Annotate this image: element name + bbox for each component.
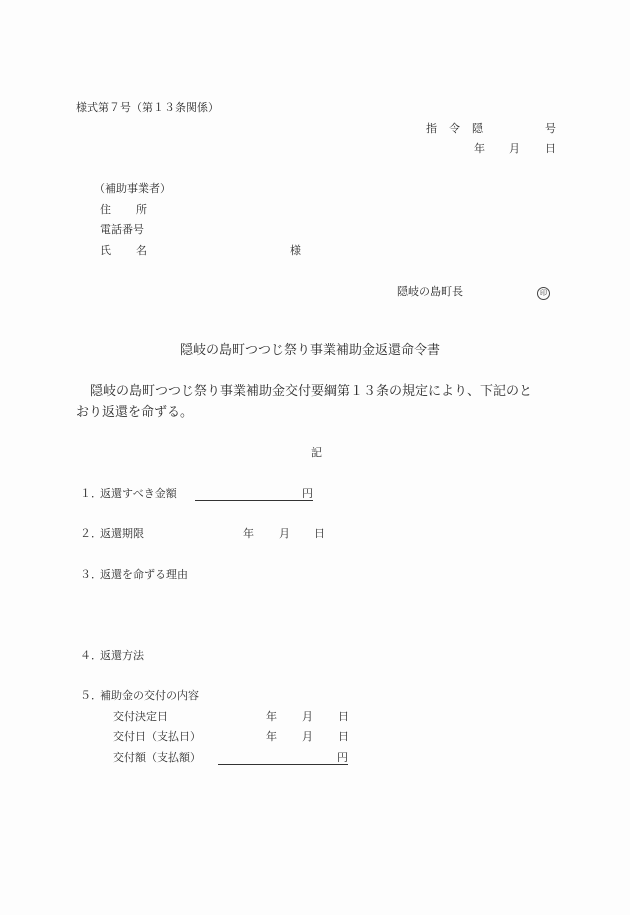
name-label-2: 名 — [136, 244, 147, 257]
grant-decision-day: 日 — [338, 710, 349, 723]
address-label-2: 所 — [136, 203, 147, 216]
reference-label-1: 指 — [426, 122, 437, 135]
item-1-number: １． — [80, 487, 102, 500]
honorific: 様 — [290, 244, 301, 257]
item-3-number: ３． — [80, 568, 102, 581]
seal-mark — [537, 285, 550, 300]
grant-payment-date-label: 交付日（支払日） — [113, 730, 201, 743]
body-line-1: 隠岐の島町つつじ祭り事業補助金交付要綱第１３条の規定により、下記のと — [90, 384, 533, 399]
item-2-month: 月 — [279, 527, 290, 540]
body-line-2: おり返還を命ずる。 — [76, 405, 194, 420]
issue-day: 日 — [545, 142, 556, 155]
grant-amount-unit: 円 — [337, 751, 348, 764]
document-title: 隠岐の島町つつじ祭り事業補助金返還命令書 — [180, 343, 441, 358]
reference-label-3: 隠 — [472, 122, 483, 135]
phone-label: 電話番号 — [100, 223, 144, 236]
item-2-year: 年 — [243, 527, 254, 540]
name-label-1: 氏 — [100, 244, 111, 257]
grant-payment-month: 月 — [302, 730, 313, 743]
item-4-number: ４． — [80, 649, 102, 662]
reference-number-suffix: 号 — [545, 122, 556, 135]
grant-payment-year: 年 — [266, 730, 277, 743]
issue-year: 年 — [474, 142, 485, 155]
item-2-number: ２． — [80, 527, 102, 540]
issue-month: 月 — [509, 142, 520, 155]
recipient-heading: （補助事業者） — [94, 182, 171, 195]
item-1-label: 返還すべき金額 — [100, 487, 177, 500]
item-4-label: 返還方法 — [100, 649, 144, 662]
ki-heading: 記 — [311, 446, 322, 459]
grant-payment-day: 日 — [338, 730, 349, 743]
grant-amount-underline — [218, 764, 348, 765]
item-2-day: 日 — [314, 527, 325, 540]
item-5-number: ５． — [80, 689, 102, 702]
reference-label-2: 令 — [449, 122, 460, 135]
address-label-1: 住 — [100, 203, 111, 216]
grant-decision-year: 年 — [266, 710, 277, 723]
issuer-title: 隠岐の島町長 — [397, 285, 463, 298]
item-1-unit: 円 — [302, 487, 313, 500]
grant-decision-month: 月 — [302, 710, 313, 723]
item-5-label: 補助金の交付の内容 — [100, 689, 199, 702]
amount-underline — [195, 500, 313, 501]
form-number: 様式第７号（第１３条関係） — [76, 101, 219, 114]
grant-decision-date-label: 交付決定日 — [113, 710, 168, 723]
item-2-label: 返還期限 — [100, 527, 144, 540]
seal-icon: 印 — [537, 287, 550, 300]
item-3-label: 返還を命ずる理由 — [100, 568, 188, 581]
grant-amount-label: 交付額（支払額） — [113, 751, 201, 764]
